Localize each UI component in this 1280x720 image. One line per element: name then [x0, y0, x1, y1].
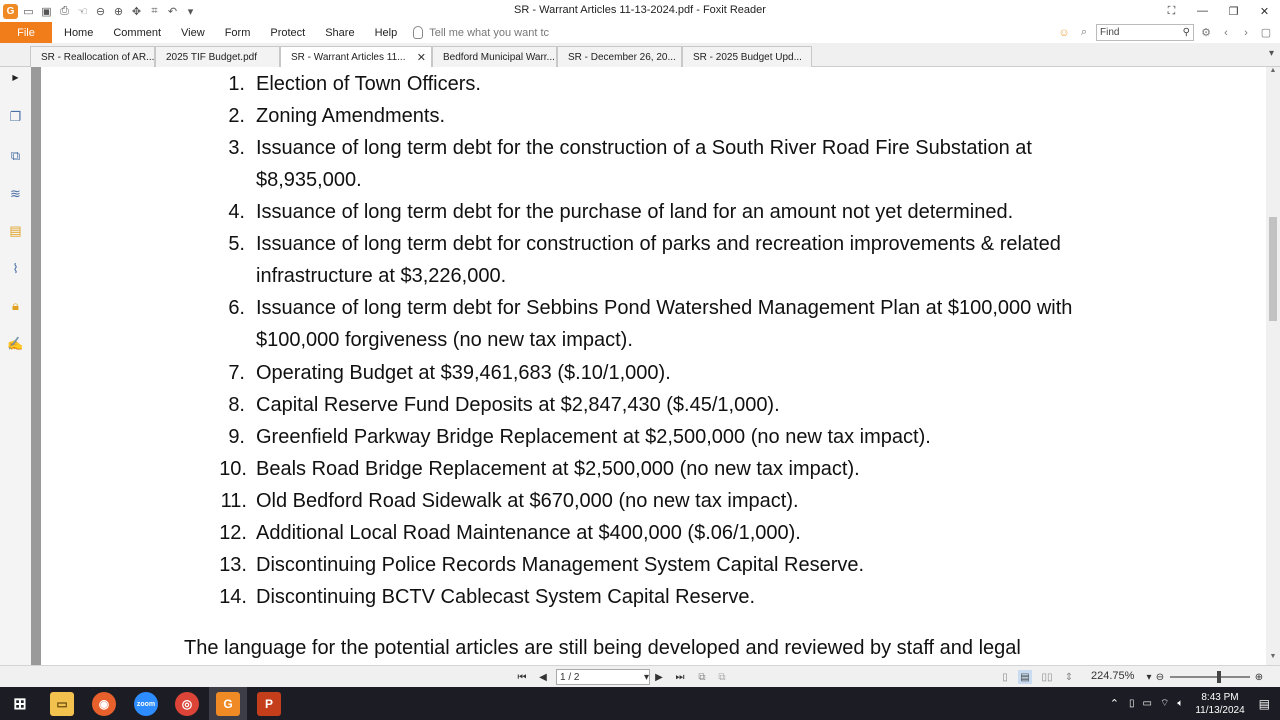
document-tab-bar: [0, 43, 1280, 67]
page-number-select[interactable]: [556, 669, 650, 685]
zoom-level[interactable]: 224.75%: [1091, 670, 1135, 682]
show-hidden-icons-icon[interactable]: ⌃: [1109, 698, 1119, 710]
menu-comment[interactable]: Comment: [113, 26, 162, 39]
clock-time: 8:43 PM: [1201, 691, 1239, 703]
previous-page-icon[interactable]: ◀: [539, 671, 547, 683]
item-text: Issuance of long term debt for Sebbins Pond Watershed Management Plan at $100,000 with: [256, 297, 1073, 319]
signature-icon[interactable]: ✍: [7, 335, 24, 351]
item-text: Discontinuing BCTV Cablecast System Capital Reserve.: [256, 586, 756, 608]
item-text: Operating Budget at $39,461,683 ($.10/1,000).: [256, 362, 671, 384]
page-number: 1 / 2: [560, 671, 580, 683]
tab-2025-budget[interactable]: [682, 46, 812, 67]
copy-page-icon[interactable]: ⧉: [698, 671, 706, 683]
ribbon-right-tools: [1056, 22, 1274, 43]
menu-protect[interactable]: Protect: [270, 26, 306, 39]
find-input[interactable]: [1096, 24, 1194, 41]
tab-bedford-municipal[interactable]: [432, 46, 557, 67]
item-number: 1.: [228, 73, 245, 95]
wifi-icon[interactable]: ⌔: [1159, 698, 1170, 709]
bookmarks-icon[interactable]: ❐: [9, 108, 22, 124]
volume-icon[interactable]: 🔈︎: [1177, 698, 1184, 709]
item-text: Additional Local Road Maintenance at $400,000 ($.06/1,000).: [256, 522, 801, 544]
undo-icon[interactable]: ↶: [167, 5, 178, 18]
item-text: Zoning Amendments.: [256, 105, 445, 127]
battery-icon[interactable]: ▭: [1142, 698, 1152, 709]
zoom-in-icon[interactable]: ⊕: [113, 5, 124, 18]
menu-view[interactable]: View: [181, 26, 205, 39]
item-number: 7.: [228, 362, 245, 384]
close-button[interactable]: ✕: [1259, 5, 1270, 18]
system-tray: [1104, 687, 1280, 720]
item-number: 6.: [228, 297, 245, 319]
foxit-reader-taskbar-icon[interactable]: G: [216, 692, 240, 716]
powerpoint-icon[interactable]: P: [257, 692, 281, 716]
file-tab[interactable]: File: [0, 22, 52, 43]
navigation-panel: [0, 67, 31, 665]
scroll-down-icon[interactable]: ▼: [1269, 653, 1277, 660]
tab-label: SR - 2025 Budget Upd...: [693, 51, 802, 63]
item-number: 10.: [219, 458, 247, 480]
menu-share[interactable]: Share: [325, 26, 355, 39]
menu-help[interactable]: Help: [374, 26, 398, 39]
item-number: 5.: [228, 233, 245, 255]
fit-page-icon[interactable]: ✥: [131, 5, 142, 18]
status-bar: [0, 665, 1280, 687]
select-icon[interactable]: ⌗: [151, 4, 158, 17]
item-number: 2.: [228, 105, 245, 127]
tab-december-26[interactable]: [557, 46, 682, 67]
pdf-page: [41, 67, 1266, 665]
menu-form[interactable]: Form: [224, 26, 251, 39]
windows-start-icon[interactable]: ⊞: [13, 696, 27, 713]
file-explorer-icon[interactable]: ▭: [50, 692, 74, 716]
foxit-logo-icon[interactable]: G: [3, 4, 18, 19]
restore-button[interactable]: ❐: [1228, 5, 1239, 18]
continuous-view-icon[interactable]: ▤: [1018, 670, 1032, 684]
attachments-icon[interactable]: ⌇: [12, 260, 19, 276]
zoom-app-icon[interactable]: zoom: [134, 692, 158, 716]
item-number: 12.: [219, 522, 247, 544]
zoom-slider-track[interactable]: [1170, 676, 1250, 678]
tab-label: SR - December 26, 20...: [568, 51, 676, 63]
menu-home[interactable]: Home: [64, 26, 94, 39]
tab-tif-budget[interactable]: [155, 46, 280, 67]
item-text: Greenfield Parkway Bridge Replacement at $2,500,000 (no new tax impact).: [256, 426, 931, 448]
item-text: Issuance of long term debt for the construction of a South River Road Fire Substation at: [256, 137, 1032, 159]
item-number: 8.: [228, 394, 245, 416]
item-number: 11.: [220, 490, 247, 512]
body-paragraph: The language for the potential articles are still being developed and reviewed by staff and legal: [184, 637, 1021, 659]
find-placeholder: Find: [1100, 27, 1120, 38]
layers-icon[interactable]: ≋: [10, 185, 21, 201]
window-controls: [1156, 0, 1280, 22]
page-gutter: [31, 67, 41, 665]
tab-label: 2025 TIF Budget.pdf: [166, 51, 257, 63]
tab-label: SR - Reallocation of AR...: [41, 51, 155, 63]
item-text: Beals Road Bridge Replacement at $2,500,000 (no new tax impact).: [256, 458, 860, 480]
tab-warrant-articles[interactable]: [280, 46, 432, 67]
notifications-icon[interactable]: ▤: [1258, 696, 1270, 711]
tab-list-dropdown-icon[interactable]: ▾: [1268, 48, 1274, 59]
chevron-down-icon: ▾: [643, 671, 649, 683]
lightbulb-icon: [413, 26, 423, 39]
save-icon[interactable]: ▣: [41, 5, 52, 18]
tab-label: SR - Warrant Articles 11...: [291, 51, 406, 63]
page-thumbnails-icon[interactable]: ⧉: [10, 147, 21, 163]
single-page-view-icon[interactable]: ▯: [1002, 671, 1008, 683]
search-icon[interactable]: ⚲: [1182, 27, 1190, 38]
clock-date: 11/13/2024: [1195, 704, 1245, 716]
tell-me-text: Tell me what you want tc: [429, 26, 550, 39]
item-text: Discontinuing Police Records Management System Capital Reserve.: [256, 554, 865, 576]
tab-close-icon[interactable]: ✕: [416, 52, 426, 64]
title-bar: [0, 0, 1280, 22]
expand-panel-icon[interactable]: ▶: [12, 73, 19, 82]
item-text: Capital Reserve Fund Deposits at $2,847,430 ($.45/1,000).: [256, 394, 780, 416]
facing-view-icon[interactable]: ▯▯: [1041, 671, 1053, 683]
item-number: 3.: [228, 137, 245, 159]
ribbon-toggle-icon[interactable]: ⛶: [1167, 4, 1176, 17]
item-text: Old Bedford Road Sidewalk at $670,000 (no new tax impact).: [256, 490, 799, 512]
open-icon[interactable]: ▭: [23, 5, 34, 18]
last-page-icon[interactable]: ⏭: [675, 671, 685, 683]
back-arrow-icon[interactable]: ‹: [1224, 26, 1228, 39]
cover-view-icon[interactable]: ⇕: [1064, 671, 1074, 683]
paste-page-icon[interactable]: ⧉: [718, 671, 726, 683]
zoom-out-icon[interactable]: ⊖: [1155, 671, 1165, 683]
item-text-continued: infrastructure at $3,226,000.: [256, 265, 507, 287]
hand-tool-icon[interactable]: ☜: [77, 5, 88, 18]
minimize-button[interactable]: —: [1197, 5, 1208, 17]
first-page-icon[interactable]: ⏮: [517, 671, 527, 683]
item-text: Issuance of long term debt for construction of parks and recreation improvements & related: [256, 233, 1061, 255]
vertical-scrollbar[interactable]: [1266, 67, 1280, 665]
chrome-icon[interactable]: ◎: [175, 692, 199, 716]
customize-dropdown-icon[interactable]: ▾: [187, 5, 194, 18]
security-lock-icon[interactable]: 🔒︎: [12, 297, 19, 313]
tab-label: Bedford Municipal Warr...: [443, 51, 555, 63]
settings-gear-icon[interactable]: ⚙: [1201, 27, 1211, 39]
account-icon[interactable]: ▢: [1260, 27, 1272, 39]
print-icon[interactable]: ⎙: [60, 4, 69, 17]
next-page-icon[interactable]: ▶: [655, 671, 663, 683]
item-text: Issuance of long term debt for the purchase of land for an amount not yet determined.: [256, 201, 1014, 223]
scroll-thumb[interactable]: [1269, 217, 1277, 321]
forward-arrow-icon[interactable]: ›: [1244, 26, 1248, 39]
clock[interactable]: [1187, 691, 1252, 717]
window-title: SR - Warrant Articles 11-13-2024.pdf - Foxit Reader: [514, 4, 766, 16]
ribbon-menu: [0, 22, 1280, 43]
firefox-icon[interactable]: ◉: [92, 692, 116, 716]
scroll-up-icon[interactable]: ▲: [1269, 67, 1277, 74]
zoom-dropdown-icon[interactable]: ▾: [1146, 671, 1152, 683]
item-text-continued: $100,000 forgiveness (no new tax impact).: [256, 329, 633, 351]
item-number: 4.: [228, 201, 245, 223]
zoom-slider-handle[interactable]: [1217, 671, 1221, 683]
comments-icon[interactable]: ▤: [9, 222, 22, 238]
item-text-continued: $8,935,000.: [256, 169, 362, 191]
tab-reallocation[interactable]: [30, 46, 155, 67]
item-number: 9.: [228, 426, 245, 448]
item-number: 13.: [219, 554, 247, 576]
tell-me-box[interactable]: [407, 26, 549, 39]
search-options-icon[interactable]: ⌕: [1080, 26, 1088, 38]
usb-icon[interactable]: ▯: [1128, 698, 1135, 709]
smiley-icon[interactable]: ☺: [1058, 26, 1070, 39]
zoom-out-icon[interactable]: ⊖: [95, 5, 106, 18]
zoom-in-icon[interactable]: ⊕: [1254, 671, 1264, 683]
item-number: 14.: [219, 586, 247, 608]
item-text: Election of Town Officers.: [256, 73, 481, 95]
windows-taskbar: [0, 687, 1280, 720]
quick-access-toolbar: [0, 0, 198, 22]
